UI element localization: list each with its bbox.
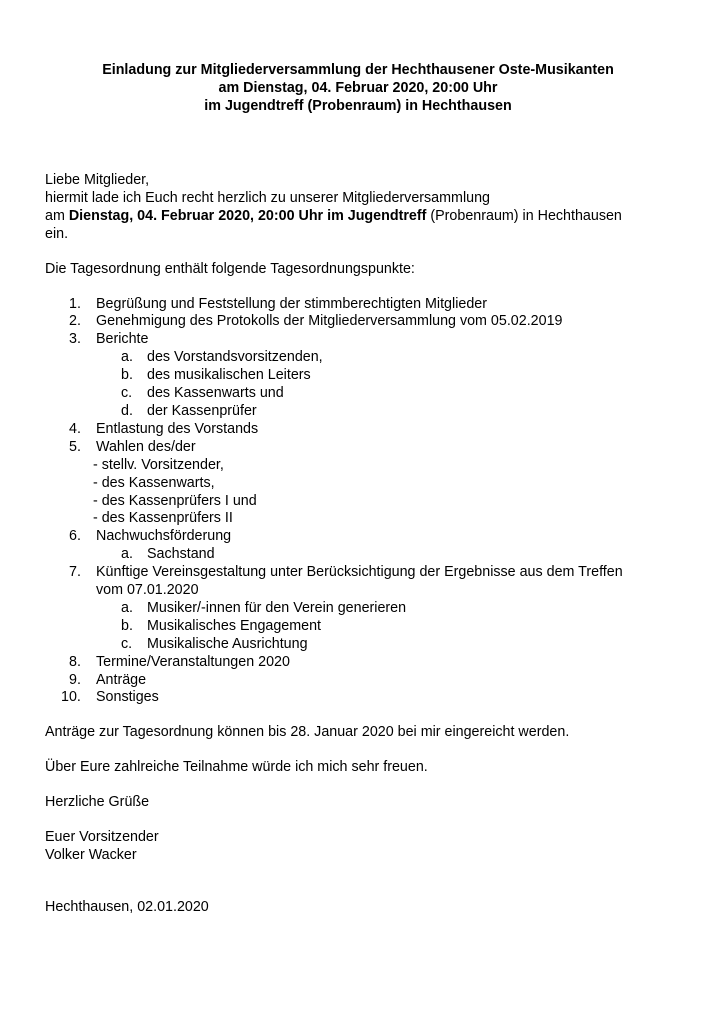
agenda-list	[45, 296, 685, 708]
agenda-item-text: Begrüßung und Feststellung der stimmberechtigten Mitglieder	[96, 295, 487, 312]
agenda-item-number: 6.	[69, 528, 81, 545]
agenda-item-continuation: vom 07.01.2020	[96, 582, 199, 599]
agenda-subitem	[45, 600, 685, 618]
agenda-subitem-text: Musiker/-innen für den Verein generieren	[147, 599, 407, 616]
agenda-subitem-text: Musikalische Ausrichtung	[147, 635, 308, 652]
agenda-item	[45, 564, 685, 582]
intro-line-1: hiermit lade ich Euch recht herzlich zu unserer Mitgliederversammlung	[45, 189, 490, 206]
agenda-item	[45, 439, 685, 457]
agenda-item	[45, 689, 685, 707]
agenda-item-number: 9.	[69, 671, 81, 688]
regards: Herzliche Grüße	[45, 794, 150, 811]
agenda-subitem-text: Sachstand	[147, 546, 215, 563]
antraege-note: Anträge zur Tagesordnung können bis 28. Januar 2020 bei mir eingereicht werden.	[45, 724, 570, 741]
agenda-item-text: Berichte	[96, 331, 149, 348]
agenda-item-text: Genehmigung des Protokolls der Mitgliederversammlung vom 05.02.2019	[96, 313, 563, 330]
agenda-subitem	[45, 403, 685, 421]
agenda-subitem	[45, 618, 685, 636]
letter-body	[45, 172, 685, 917]
agenda-subitem	[45, 636, 685, 654]
agenda-subitem-text: Musikalisches Engagement	[147, 617, 322, 634]
agenda-subitem-text: des Kassenwarts und	[147, 385, 284, 402]
agenda-subitem	[45, 385, 685, 403]
intro-line-2-bold: Dienstag, 04. Februar 2020, 20:00 Uhr im Jugendtreff	[68, 207, 427, 224]
agenda-dash-item: - stellv. Vorsitzender,	[93, 456, 224, 473]
agenda-subitem-text: des musikalischen Leiters	[147, 367, 311, 384]
place-date: Hechthausen, 02.01.2020	[45, 898, 209, 915]
agenda-item	[45, 654, 685, 672]
agenda-subitem	[45, 546, 685, 564]
intro-line-2	[45, 208, 685, 226]
intro-line-2-pre: am	[45, 207, 69, 224]
agenda-subitem-letter: a.	[121, 546, 133, 563]
agenda-subitem-letter: a.	[121, 599, 133, 616]
agenda-subitem-letter: a.	[121, 349, 133, 366]
title-line-1: Einladung zur Mitgliederversammlung der Hechthausener Oste-Musikanten	[102, 62, 614, 78]
agenda-intro: Die Tagesordnung enthält folgende Tagesordnungspunkte:	[45, 260, 415, 277]
greeting: Liebe Mitglieder,	[45, 172, 150, 188]
agenda-item	[45, 672, 685, 690]
agenda-item	[45, 528, 685, 546]
agenda-item	[45, 421, 685, 439]
agenda-item-text: Anträge	[96, 671, 147, 688]
agenda-item	[45, 331, 685, 349]
signature-name: Volker Wacker	[45, 847, 137, 863]
agenda-item-text: Wahlen des/der	[96, 438, 196, 455]
title-line-2: am Dienstag, 04. Februar 2020, 20:00 Uhr	[218, 80, 498, 96]
agenda-item-number: 3.	[69, 331, 81, 348]
agenda-item-number: 5.	[69, 438, 81, 455]
agenda-subitem-text: des Vorstandsvorsitzenden,	[147, 349, 323, 366]
agenda-item-text: Nachwuchsförderung	[96, 528, 232, 545]
agenda-item-number: 10.	[61, 689, 81, 706]
agenda-item-number: 8.	[69, 653, 81, 670]
agenda-item-text: Sonstiges	[96, 689, 159, 706]
agenda-subitem-letter: b.	[121, 367, 133, 384]
signature-role: Euer Vorsitzender	[45, 829, 159, 846]
intro-line-2-post: (Probenraum) in Hechthausen	[426, 207, 622, 224]
agenda-item-number: 4.	[69, 420, 81, 437]
agenda-item-text: Termine/Veranstaltungen 2020	[96, 653, 290, 670]
agenda-item	[45, 313, 685, 331]
agenda-subitem-text: der Kassenprüfer	[147, 402, 257, 419]
agenda-item-number: 7.	[69, 564, 81, 581]
agenda-item-number: 1.	[69, 295, 81, 312]
agenda-subitem	[45, 367, 685, 385]
document-title	[0, 61, 716, 115]
agenda-dash-item: - des Kassenprüfers II	[93, 510, 233, 527]
agenda-dash-item: - des Kassenprüfers I und	[93, 492, 257, 509]
agenda-subitem-letter: c.	[121, 385, 133, 402]
agenda-item-text: Künftige Vereinsgestaltung unter Berücksichtigung der Ergebnisse aus dem Treffen	[96, 564, 623, 581]
agenda-subitem-letter: b.	[121, 617, 133, 634]
agenda-item-text: Entlastung des Vorstands	[96, 420, 259, 437]
agenda-subitem-letter: c.	[121, 635, 133, 652]
agenda-item-number: 2.	[69, 313, 81, 330]
intro-line-3: ein.	[45, 225, 69, 242]
title-line-3: im Jugendtreff (Probenraum) in Hechthausen	[204, 98, 512, 114]
closing-note: Über Eure zahlreiche Teilnahme würde ich mich sehr freuen.	[45, 759, 428, 776]
agenda-subitem-letter: d.	[121, 402, 133, 419]
agenda-dash-item: - des Kassenwarts,	[93, 474, 215, 491]
agenda-item	[45, 296, 685, 314]
agenda-subitem	[45, 349, 685, 367]
